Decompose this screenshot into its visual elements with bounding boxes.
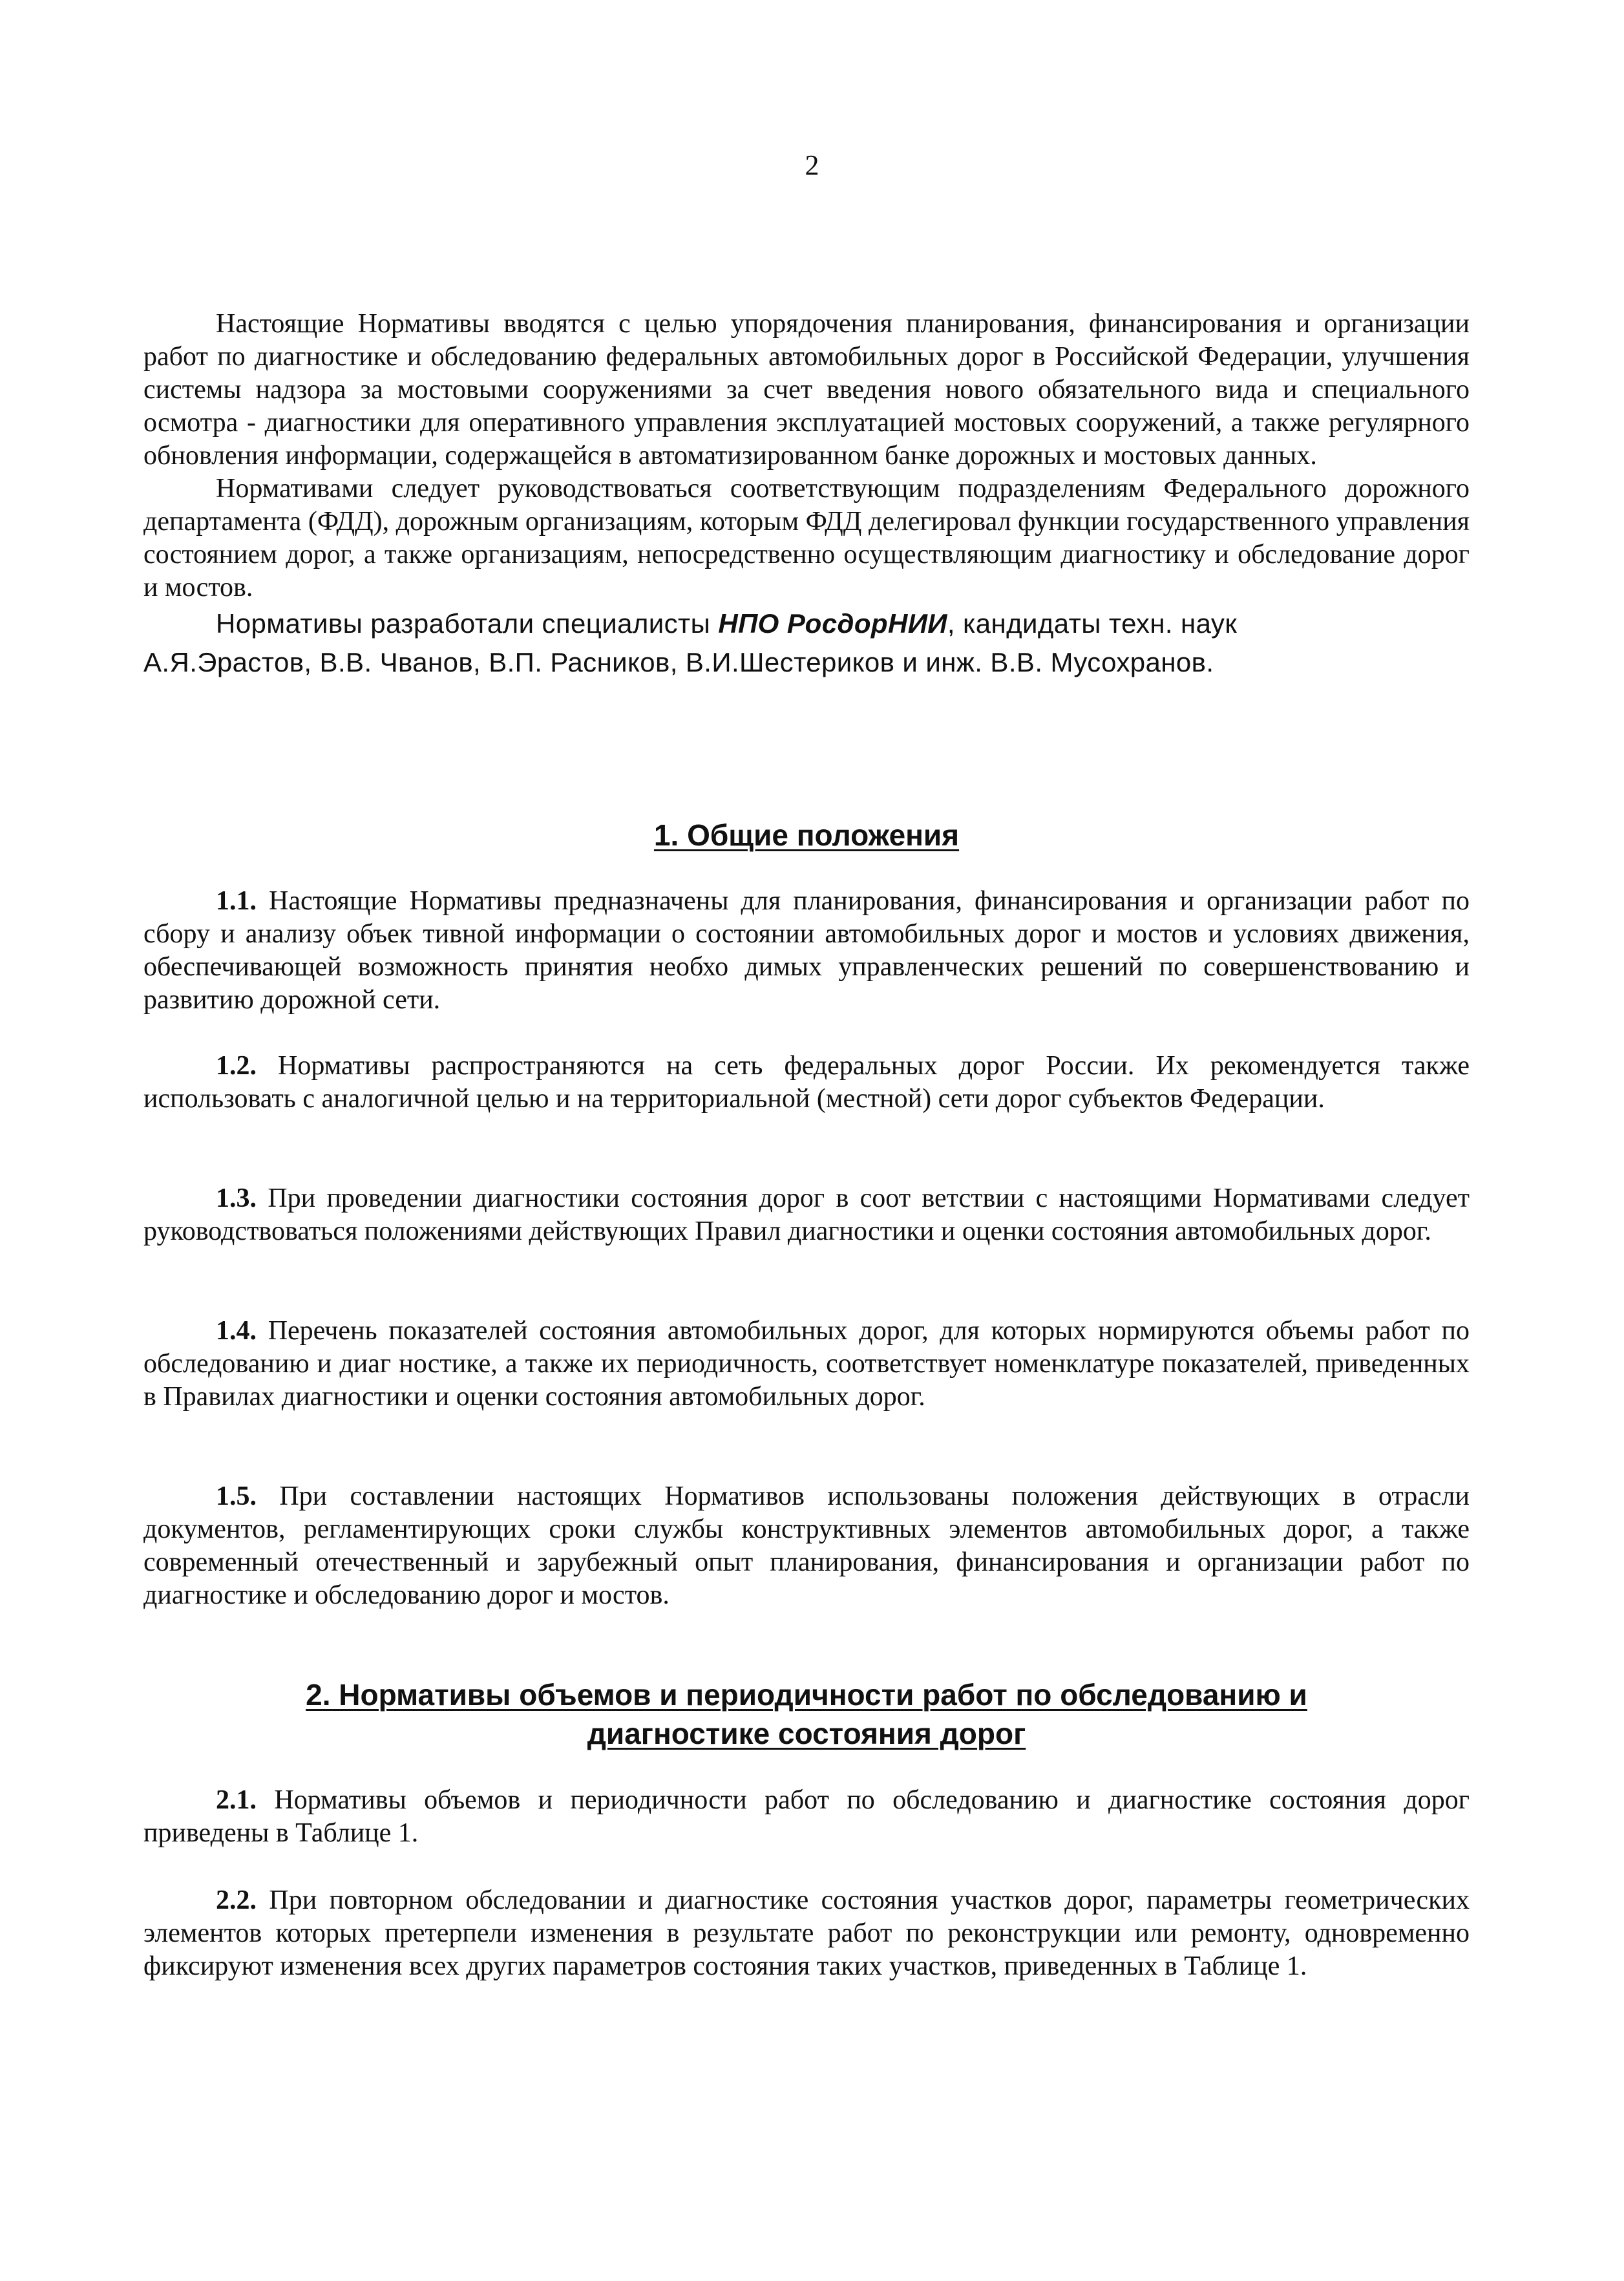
intro-authors-paragraph	[143, 604, 1470, 643]
clause-1-4	[143, 1315, 1470, 1414]
clause-2-2	[143, 1884, 1470, 1983]
clause-1-2	[143, 1050, 1470, 1116]
organization-name: НПО РосдорНИИ	[718, 608, 947, 639]
clause-number: 1.4.	[216, 1316, 257, 1346]
clause-number: 1.5.	[216, 1481, 257, 1511]
section-2-heading	[143, 1675, 1470, 1753]
clause-number: 1.1.	[216, 886, 257, 916]
intro-paragraph-2: Нормативами следует руководствоваться соответствующим подразделениям Федерального дорожного департамента (ФДД), дорожным организациям, которым ФДД делегировал функции государственного управления состоянием дорог, а также организациям, непосредственно осуществляющим диагностику и обследование дорог и мостов.	[143, 474, 1470, 602]
intro-paragraph-1: Настоящие Нормативы вводятся с целью упорядочения планирования, финансирования и организации работ по диагностике и обследованию федеральных автомобильных дорог в Российской Федерации, улучшения системы надзора за мостовыми сооружениями за счет введения нового обязательного вида и специального осмотра - диагностики для оперативного управления эксплуатацией мостовых сооружений, а также регулярного обновления информации, содержащейся в автоматизированном банке дорожных и мостовых данных.	[143, 309, 1470, 471]
section-2-heading-line-2: диагностике состояния дорог	[587, 1717, 1026, 1750]
clause-text: При проведении диагностики состояния дорог в соот ветствии с настоящими Нормативами следует руководствоваться положениями действующих Правил диагностики и оценки состояния автомобильных дорог.	[143, 1183, 1470, 1246]
authors-degree-text: , кандидаты техн. наук	[947, 608, 1238, 639]
clause-number: 1.2.	[216, 1051, 257, 1081]
clause-2-1	[143, 1784, 1470, 1850]
clause-number: 2.1.	[216, 1785, 257, 1815]
clause-1-3	[143, 1182, 1470, 1248]
section-1-heading: 1. Общие положения	[653, 818, 960, 852]
page-number: 2	[805, 149, 819, 181]
clause-1-5	[143, 1480, 1470, 1612]
authors-lead-text: Нормативы разработали специалисты	[216, 608, 719, 639]
clause-text: Настоящие Нормативы предназначены для планирования, финансирования и организации работ по сбору и анализу объек тивной информации о состоянии автомобильных дорог и мостов и условиях движения, обеспечивающей возможность принятия необхо димых управленческих решений по совершенствованию и развитию дорожной сети.	[143, 886, 1470, 1015]
clause-text: При составлении настоящих Нормативов использованы положения действующих в отрасли документов, регламентирующих сроки службы конструктивных элементов автомобильных дорог, а также современный отечественный и зарубежный опыт планирования, финансирования и организации работ по диагностике и обследованию дорог и мостов.	[143, 1481, 1470, 1610]
clause-text: Нормативы распространяются на сеть федеральных дорог России. Их рекомендуется также использовать с аналогичной целью и на территориальной (местной) сети дорог субъектов Федерации.	[143, 1051, 1470, 1114]
clause-1-1	[143, 885, 1470, 1017]
clause-text: Перечень показателей состояния автомобильных дорог, для которых нормируются объемы работ по обследованию и диаг ностике, а также их периодичность, соответствует номенклатуре показателей, приведенных в Правилах диагностики и оценки состояния автомобильных дорог.	[143, 1316, 1470, 1412]
clause-number: 1.3.	[216, 1183, 257, 1213]
authors-list: А.Я.Эрастов, В.В. Чванов, В.П. Расников, В.И.Шестериков и инж. В.В. Мусохранов.	[143, 647, 1214, 677]
clause-text: При повторном обследовании и диагностике состояния участков дорог, параметры геометрических элементов которых претерпели изменения в результате работ по реконструкции или ремонту, одновременно фиксируют изменения всех других параметров состояния таких участков, приведенных в Таблице 1.	[143, 1885, 1470, 1981]
intro-block	[143, 308, 1470, 682]
clause-number: 2.2.	[216, 1885, 257, 1915]
clause-text: Нормативы объемов и периодичности работ по обследованию и диагностике состояния дорог приведены в Таблице 1.	[143, 1785, 1470, 1848]
section-2-heading-line-1: 2. Нормативы объемов и периодичности работ по обследованию и	[306, 1678, 1307, 1712]
